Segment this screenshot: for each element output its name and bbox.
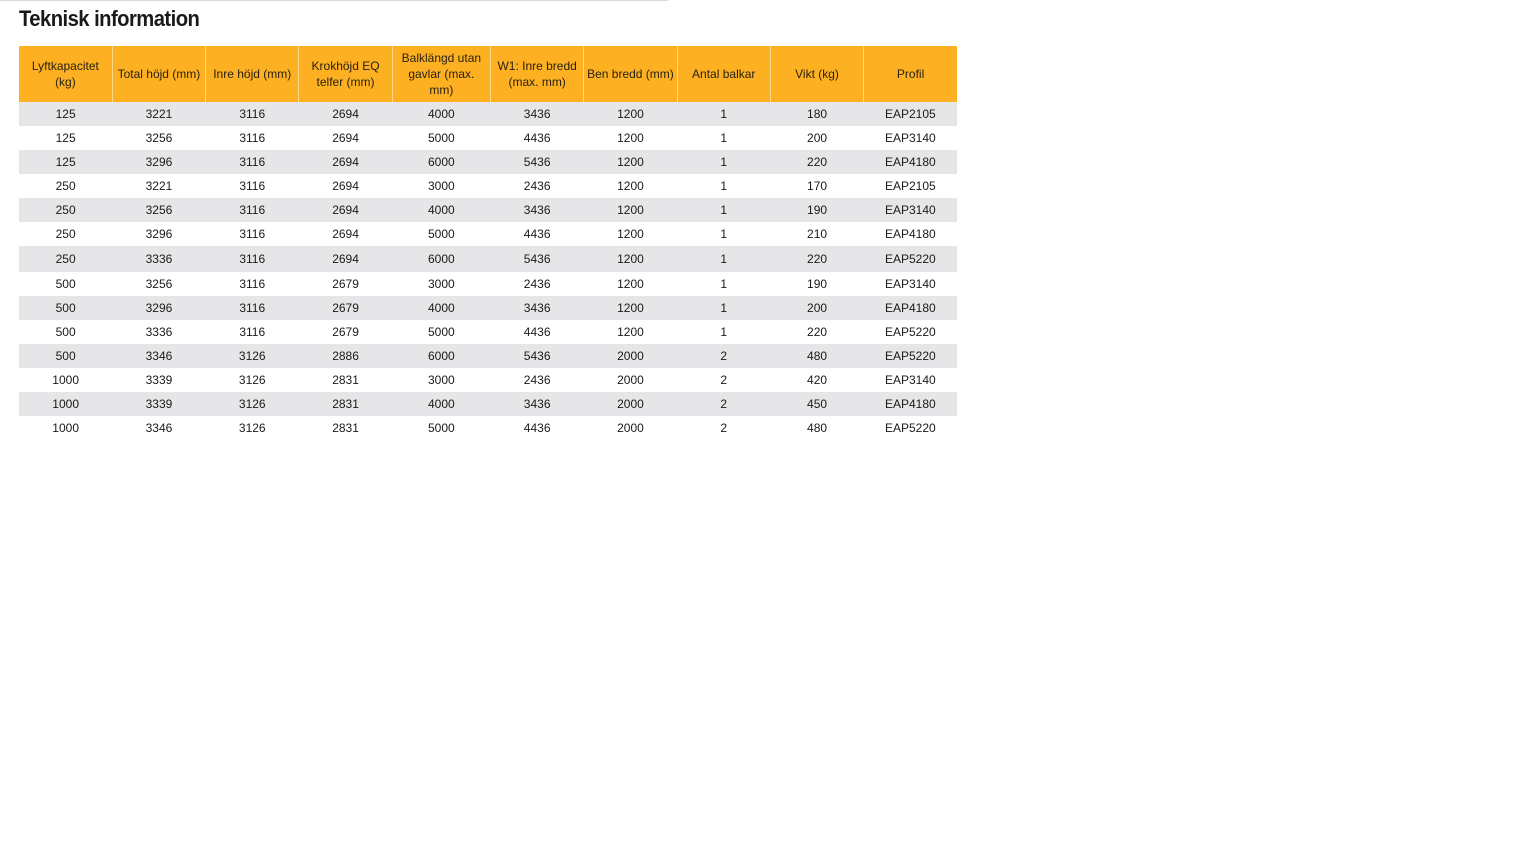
cell-weight: 220 — [770, 320, 863, 344]
cell-hook-height: 2831 — [299, 368, 392, 392]
cell-beam-length: 4000 — [392, 102, 490, 126]
cell-inner-width: 4436 — [491, 416, 584, 440]
cell-inner-width: 3436 — [491, 392, 584, 416]
cell-capacity: 500 — [19, 272, 112, 296]
cell-hook-height: 2694 — [299, 126, 392, 150]
cell-beam-count: 1 — [677, 296, 770, 320]
cell-profile: EAP4180 — [864, 296, 957, 320]
column-header-leg-width: Ben bredd (mm) — [584, 46, 677, 102]
table-row — [19, 198, 957, 222]
table-row — [19, 150, 957, 174]
cell-total-height: 3296 — [112, 150, 205, 174]
column-header-capacity: Lyftkapacitet (kg) — [19, 46, 112, 102]
cell-profile: EAP4180 — [864, 222, 957, 246]
cell-capacity: 1000 — [19, 392, 112, 416]
cell-beam-length: 6000 — [392, 246, 490, 272]
cell-inner-height: 3116 — [206, 296, 299, 320]
cell-leg-width: 1200 — [584, 320, 677, 344]
cell-inner-height: 3116 — [206, 102, 299, 126]
cell-beam-count: 1 — [677, 222, 770, 246]
cell-inner-height: 3116 — [206, 320, 299, 344]
cell-leg-width: 2000 — [584, 344, 677, 368]
cell-profile: EAP2105 — [864, 102, 957, 126]
cell-beam-count: 1 — [677, 174, 770, 198]
cell-beam-length: 3000 — [392, 272, 490, 296]
cell-inner-height: 3126 — [206, 416, 299, 440]
cell-inner-width: 4436 — [491, 126, 584, 150]
cell-beam-count: 1 — [677, 150, 770, 174]
cell-beam-length: 3000 — [392, 174, 490, 198]
column-header-total-height: Total höjd (mm) — [112, 46, 205, 102]
column-header-weight: Vikt (kg) — [770, 46, 863, 102]
column-header-inner-width: W1: Inre bredd (max. mm) — [491, 46, 584, 102]
table-row — [19, 392, 957, 416]
cell-leg-width: 1200 — [584, 246, 677, 272]
cell-beam-count: 2 — [677, 344, 770, 368]
cell-hook-height: 2679 — [299, 272, 392, 296]
cell-weight: 190 — [770, 198, 863, 222]
cell-profile: EAP3140 — [864, 198, 957, 222]
cell-weight: 200 — [770, 126, 863, 150]
cell-leg-width: 2000 — [584, 368, 677, 392]
cell-hook-height: 2694 — [299, 174, 392, 198]
cell-inner-height: 3116 — [206, 126, 299, 150]
cell-total-height: 3339 — [112, 392, 205, 416]
cell-weight: 200 — [770, 296, 863, 320]
column-header-hook-height: Krokhöjd EQ telfer (mm) — [299, 46, 392, 102]
table-row — [19, 296, 957, 320]
cell-hook-height: 2831 — [299, 392, 392, 416]
table-row — [19, 126, 957, 150]
cell-beam-length: 5000 — [392, 222, 490, 246]
table-row — [19, 368, 957, 392]
table-body — [19, 102, 957, 440]
cell-inner-height: 3126 — [206, 392, 299, 416]
cell-inner-height: 3126 — [206, 344, 299, 368]
cell-beam-length: 5000 — [392, 126, 490, 150]
cell-total-height: 3296 — [112, 296, 205, 320]
cell-profile: EAP5220 — [864, 320, 957, 344]
cell-capacity: 250 — [19, 198, 112, 222]
cell-profile: EAP3140 — [864, 272, 957, 296]
cell-profile: EAP4180 — [864, 150, 957, 174]
cell-hook-height: 2694 — [299, 222, 392, 246]
cell-inner-width: 5436 — [491, 150, 584, 174]
cell-capacity: 500 — [19, 296, 112, 320]
cell-beam-count: 1 — [677, 246, 770, 272]
cell-weight: 220 — [770, 150, 863, 174]
cell-weight: 180 — [770, 102, 863, 126]
cell-beam-count: 2 — [677, 416, 770, 440]
cell-weight: 450 — [770, 392, 863, 416]
cell-capacity: 125 — [19, 150, 112, 174]
cell-hook-height: 2886 — [299, 344, 392, 368]
cell-inner-width: 3436 — [491, 296, 584, 320]
technical-spec-table — [19, 46, 957, 440]
column-header-inner-height: Inre höjd (mm) — [206, 46, 299, 102]
cell-capacity: 1000 — [19, 368, 112, 392]
column-header-beam-count: Antal balkar — [677, 46, 770, 102]
cell-total-height: 3346 — [112, 416, 205, 440]
header-row — [19, 46, 957, 102]
table-row — [19, 174, 957, 198]
cell-profile: EAP5220 — [864, 344, 957, 368]
cell-leg-width: 1200 — [584, 102, 677, 126]
cell-total-height: 3221 — [112, 174, 205, 198]
page-title: Teknisk information — [19, 6, 200, 31]
cell-leg-width: 1200 — [584, 198, 677, 222]
cell-capacity: 125 — [19, 126, 112, 150]
cell-hook-height: 2694 — [299, 246, 392, 272]
cell-profile: EAP5220 — [864, 416, 957, 440]
cell-beam-length: 3000 — [392, 368, 490, 392]
cell-inner-width: 5436 — [491, 344, 584, 368]
cell-total-height: 3221 — [112, 102, 205, 126]
cell-inner-width: 4436 — [491, 320, 584, 344]
cell-beam-count: 1 — [677, 198, 770, 222]
cell-inner-height: 3116 — [206, 198, 299, 222]
cell-total-height: 3346 — [112, 344, 205, 368]
cell-capacity: 500 — [19, 344, 112, 368]
cell-weight: 170 — [770, 174, 863, 198]
cell-leg-width: 1200 — [584, 174, 677, 198]
cell-leg-width: 1200 — [584, 150, 677, 174]
cell-capacity: 250 — [19, 174, 112, 198]
cell-inner-height: 3116 — [206, 272, 299, 296]
cell-hook-height: 2694 — [299, 102, 392, 126]
cell-weight: 480 — [770, 416, 863, 440]
cell-beam-length: 4000 — [392, 198, 490, 222]
table-row — [19, 102, 957, 126]
cell-inner-height: 3116 — [206, 222, 299, 246]
cell-inner-width: 3436 — [491, 198, 584, 222]
cell-total-height: 3339 — [112, 368, 205, 392]
cell-beam-length: 5000 — [392, 416, 490, 440]
column-header-profile: Profil — [864, 46, 957, 102]
cell-profile: EAP2105 — [864, 174, 957, 198]
cell-inner-width: 3436 — [491, 102, 584, 126]
cell-inner-width: 2436 — [491, 174, 584, 198]
cell-total-height: 3256 — [112, 126, 205, 150]
cell-inner-width: 2436 — [491, 368, 584, 392]
cell-capacity: 250 — [19, 222, 112, 246]
cell-inner-height: 3116 — [206, 150, 299, 174]
cell-weight: 220 — [770, 246, 863, 272]
cell-beam-count: 1 — [677, 320, 770, 344]
cell-capacity: 250 — [19, 246, 112, 272]
cell-weight: 420 — [770, 368, 863, 392]
cell-capacity: 1000 — [19, 416, 112, 440]
cell-beam-count: 1 — [677, 102, 770, 126]
cell-beam-count: 1 — [677, 126, 770, 150]
cell-total-height: 3256 — [112, 198, 205, 222]
cell-total-height: 3336 — [112, 246, 205, 272]
cell-leg-width: 1200 — [584, 126, 677, 150]
cell-beam-length: 6000 — [392, 150, 490, 174]
cell-hook-height: 2694 — [299, 150, 392, 174]
cell-leg-width: 2000 — [584, 416, 677, 440]
cell-beam-length: 6000 — [392, 344, 490, 368]
table-row — [19, 246, 957, 272]
cell-profile: EAP4180 — [864, 392, 957, 416]
table-row — [19, 222, 957, 246]
cell-weight: 210 — [770, 222, 863, 246]
cell-weight: 480 — [770, 344, 863, 368]
cell-beam-length: 4000 — [392, 296, 490, 320]
cell-total-height: 3336 — [112, 320, 205, 344]
cell-leg-width: 2000 — [584, 392, 677, 416]
cell-leg-width: 1200 — [584, 222, 677, 246]
cell-hook-height: 2831 — [299, 416, 392, 440]
cell-beam-count: 1 — [677, 272, 770, 296]
cell-profile: EAP5220 — [864, 246, 957, 272]
cell-total-height: 3256 — [112, 272, 205, 296]
cell-profile: EAP3140 — [864, 126, 957, 150]
cell-beam-length: 5000 — [392, 320, 490, 344]
cell-leg-width: 1200 — [584, 272, 677, 296]
table-header — [19, 46, 957, 102]
cell-beam-count: 2 — [677, 392, 770, 416]
table-row — [19, 416, 957, 440]
cell-weight: 190 — [770, 272, 863, 296]
cell-inner-height: 3116 — [206, 246, 299, 272]
cell-inner-width: 2436 — [491, 272, 584, 296]
cell-hook-height: 2694 — [299, 198, 392, 222]
top-divider — [0, 0, 668, 1]
cell-leg-width: 1200 — [584, 296, 677, 320]
cell-beam-count: 2 — [677, 368, 770, 392]
cell-beam-length: 4000 — [392, 392, 490, 416]
cell-profile: EAP3140 — [864, 368, 957, 392]
table-row — [19, 272, 957, 296]
cell-hook-height: 2679 — [299, 296, 392, 320]
cell-hook-height: 2679 — [299, 320, 392, 344]
cell-inner-height: 3116 — [206, 174, 299, 198]
cell-total-height: 3296 — [112, 222, 205, 246]
cell-capacity: 500 — [19, 320, 112, 344]
column-header-beam-length: Balklängd utan gavlar (max. mm) — [392, 46, 490, 102]
table-row — [19, 320, 957, 344]
table-row — [19, 344, 957, 368]
cell-inner-width: 5436 — [491, 246, 584, 272]
cell-inner-width: 4436 — [491, 222, 584, 246]
cell-inner-height: 3126 — [206, 368, 299, 392]
cell-capacity: 125 — [19, 102, 112, 126]
